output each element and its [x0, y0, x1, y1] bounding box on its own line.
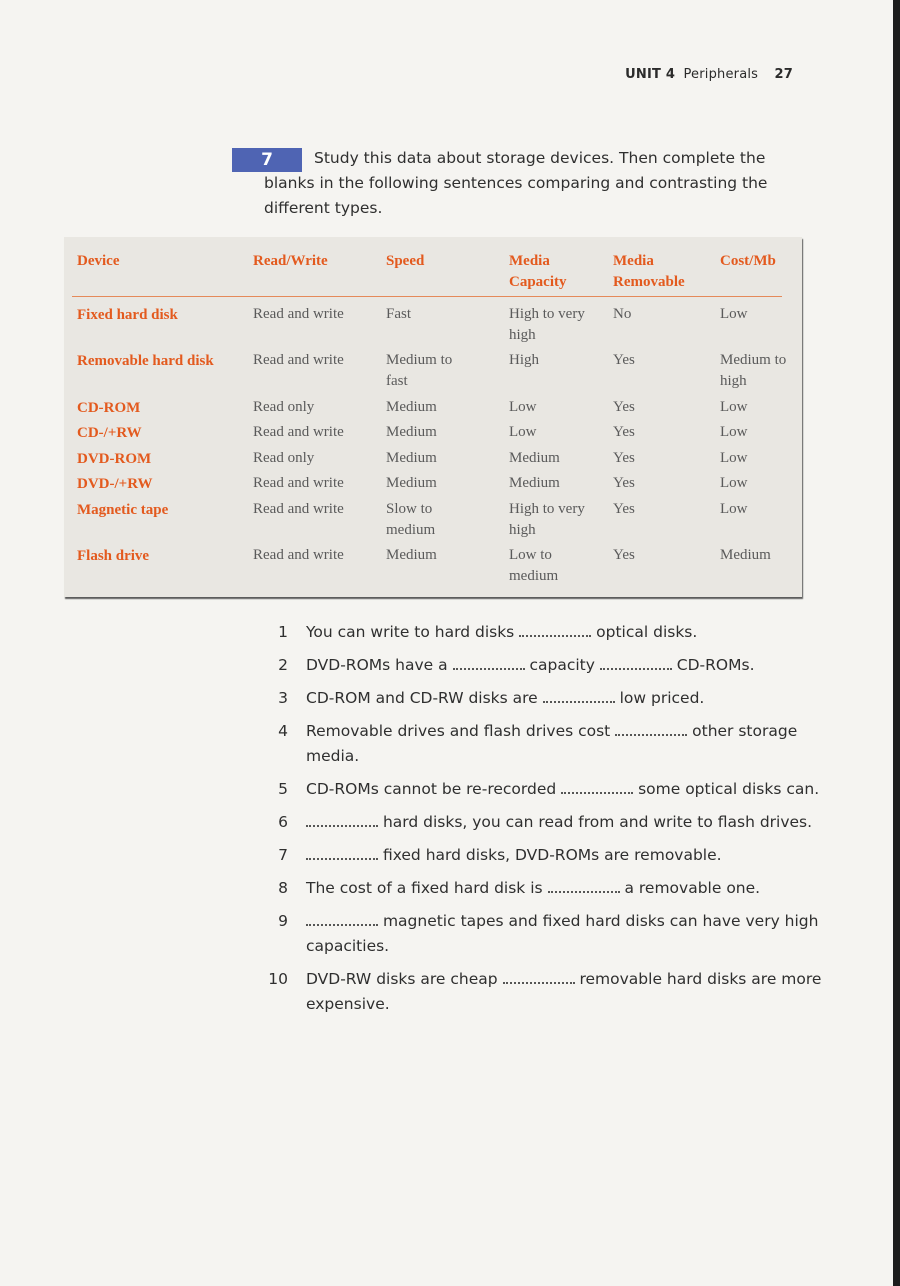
question-text: CD-ROMs cannot be re-recorded	[306, 780, 557, 798]
question-text: CD-ROMs.	[676, 656, 755, 674]
table-cell-speed: Medium to fast	[386, 352, 453, 389]
table-cell-capacity: High to very high	[509, 501, 585, 538]
answer-blank[interactable]	[503, 974, 575, 984]
answer-blank[interactable]	[306, 817, 378, 827]
table-row-device: Removable hard disk	[77, 353, 214, 369]
table-header-device: Device	[77, 253, 120, 269]
question-text: other storage media.	[306, 722, 798, 765]
answer-blank[interactable]	[600, 660, 672, 670]
table-cell-cost: Low	[720, 450, 748, 466]
table-header-media-removable: Media Removable	[613, 253, 685, 290]
question-text: capacity	[529, 656, 595, 674]
question-item	[262, 653, 822, 678]
table-cell-read-write: Read only	[253, 399, 315, 415]
table-cell-cost: Medium to high	[720, 352, 787, 389]
table-cell-read-write: Read and write	[253, 547, 344, 563]
question-item	[262, 810, 822, 835]
question-item	[262, 876, 822, 901]
table-cell-read-write: Read and write	[253, 424, 344, 440]
question-item	[262, 909, 822, 959]
question-text: DVD-ROMs have a	[306, 656, 448, 674]
unit-label: UNIT 4	[625, 67, 676, 82]
header-divider	[72, 296, 782, 297]
table-cell-capacity: Medium	[509, 450, 560, 466]
table-cell-speed: Medium	[386, 547, 437, 563]
table-row-device: DVD-/+RW	[77, 476, 153, 492]
question-item	[262, 719, 822, 769]
table-header-cost-mb: Cost/Mb	[720, 253, 776, 269]
table-cell-removable: Yes	[613, 475, 635, 491]
table-cell-speed: Fast	[386, 306, 412, 322]
table-header-read-write: Read/Write	[253, 253, 328, 269]
question-number: 7	[278, 846, 288, 864]
table-cell-cost: Low	[720, 501, 748, 517]
answer-blank[interactable]	[306, 916, 378, 926]
answer-blank[interactable]	[543, 693, 615, 703]
table-cell-cost: Low	[720, 399, 748, 415]
question-number: 4	[278, 722, 288, 740]
table-cell-capacity: High	[509, 352, 539, 368]
question-text: Removable drives and flash drives cost	[306, 722, 611, 740]
table-cell-capacity: High to very high	[509, 306, 585, 343]
table-row-device: Flash drive	[77, 548, 150, 564]
exercise-instructions: Study this data about storage devices. Then complete the blanks in the following sentences comparing and contrasting the different types.	[264, 149, 768, 217]
question-text: magnetic tapes and fixed hard disks can have very high capacities.	[306, 912, 819, 955]
table-row-device: Fixed hard disk	[77, 307, 178, 323]
answer-blank[interactable]	[519, 627, 591, 637]
table-cell-speed: Medium	[386, 450, 437, 466]
table-cell-speed: Medium	[386, 475, 437, 491]
question-item	[262, 620, 822, 645]
question-number: 8	[278, 879, 288, 897]
table-cell-removable: Yes	[613, 399, 635, 415]
table-header-media-capacity: Media Capacity	[509, 253, 567, 290]
question-text: DVD-RW disks are cheap	[306, 970, 498, 988]
table-cell-cost: Low	[720, 306, 748, 322]
question-text: removable hard disks are more expensive.	[306, 970, 822, 1013]
table-header-speed: Speed	[386, 253, 425, 269]
question-text: The cost of a fixed hard disk is	[306, 879, 543, 897]
table-row-device: CD-/+RW	[77, 425, 142, 441]
table-cell-capacity: Low	[509, 399, 537, 415]
question-number: 5	[278, 780, 288, 798]
question-text: hard disks, you can read from and write to flash drives.	[382, 813, 813, 831]
table-row-device: DVD-ROM	[77, 451, 152, 467]
section-title: Peripherals	[683, 67, 759, 82]
table-row-device: Magnetic tape	[77, 502, 169, 518]
question-item	[262, 777, 822, 802]
question-number: 10	[268, 970, 288, 988]
answer-blank[interactable]	[306, 850, 378, 860]
table-cell-read-write: Read and write	[253, 475, 344, 491]
table-cell-read-write: Read and write	[253, 352, 344, 368]
table-cell-speed: Medium	[386, 424, 437, 440]
table-cell-removable: Yes	[613, 450, 635, 466]
table-cell-read-write: Read and write	[253, 501, 344, 517]
exercise-number-badge: 7	[232, 148, 302, 172]
table-cell-read-write: Read and write	[253, 306, 344, 322]
answer-blank[interactable]	[615, 726, 687, 736]
question-number: 9	[278, 912, 288, 930]
question-text: fixed hard disks, DVD-ROMs are removable.	[382, 846, 722, 864]
question-item	[262, 843, 822, 868]
table-row-device: CD-ROM	[77, 400, 141, 416]
question-text: a removable one.	[624, 879, 761, 897]
page-edge-shadow	[893, 0, 900, 1286]
question-number: 2	[278, 656, 288, 674]
storage-devices-table	[64, 237, 802, 597]
table-cell-read-write: Read only	[253, 450, 315, 466]
question-text: You can write to hard disks	[306, 623, 515, 641]
answer-blank[interactable]	[548, 883, 620, 893]
table-cell-cost: Low	[720, 424, 748, 440]
question-text: optical disks.	[596, 623, 698, 641]
question-text: low priced.	[619, 689, 705, 707]
table-cell-cost: Medium	[720, 547, 771, 563]
table-cell-removable: Yes	[613, 547, 635, 563]
question-item	[262, 686, 822, 711]
question-list	[262, 620, 822, 1025]
question-item	[262, 967, 822, 1017]
table-cell-removable: Yes	[613, 501, 635, 517]
table-cell-speed: Slow to medium	[386, 501, 436, 538]
table-cell-cost: Low	[720, 475, 748, 491]
answer-blank[interactable]	[453, 660, 525, 670]
question-number: 3	[278, 689, 288, 707]
table-cell-capacity: Low	[509, 424, 537, 440]
table-cell-capacity: Low to medium	[509, 547, 559, 584]
page-header	[625, 67, 793, 82]
table-cell-removable: Yes	[613, 352, 635, 368]
table-cell-speed: Medium	[386, 399, 437, 415]
question-number: 6	[278, 813, 288, 831]
page-number: 27	[774, 67, 793, 82]
table-cell-capacity: Medium	[509, 475, 560, 491]
question-number: 1	[278, 623, 288, 641]
question-text: some optical disks can.	[638, 780, 820, 798]
table-cell-removable: No	[613, 306, 632, 322]
question-text: CD-ROM and CD-RW disks are	[306, 689, 538, 707]
answer-blank[interactable]	[561, 784, 633, 794]
table-cell-removable: Yes	[613, 424, 635, 440]
